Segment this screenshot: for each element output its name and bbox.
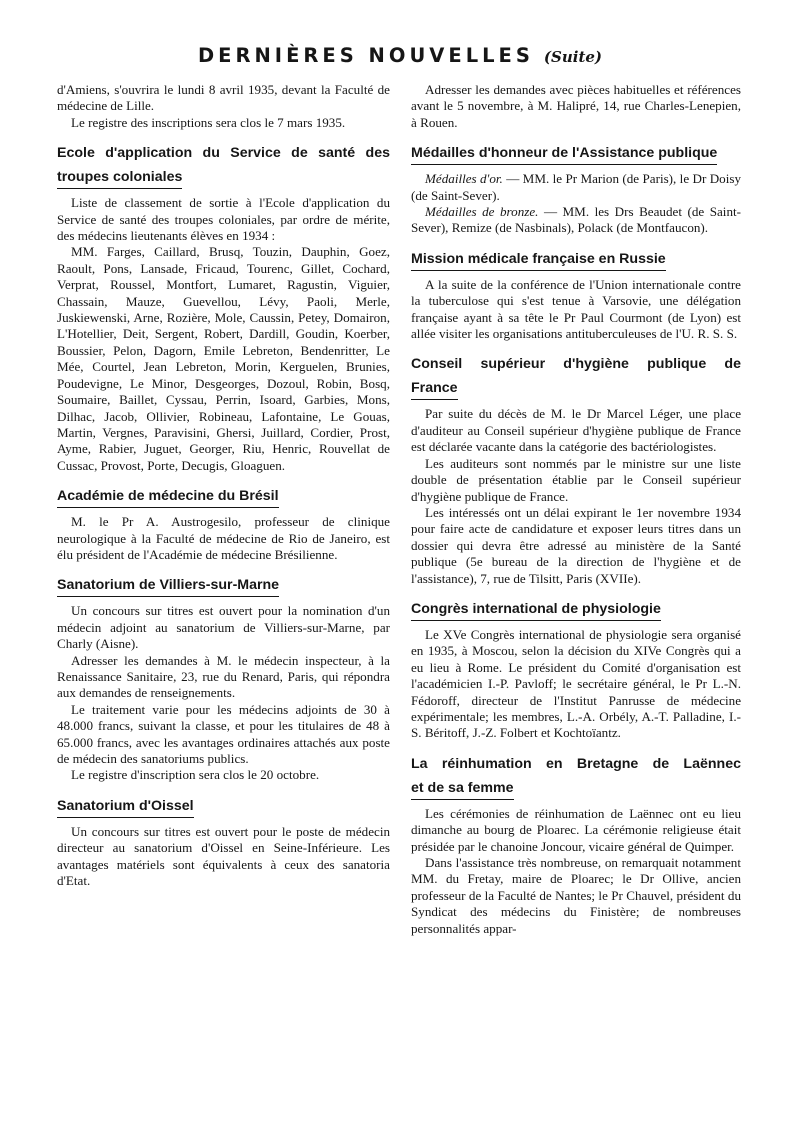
section-reinhumation-laennec xyxy=(411,755,741,803)
paragraph xyxy=(411,171,741,204)
intro-paragraph: Adresser les demandes avec pièces habituelles et références avant le 5 novembre, à M. Halipré, 14, rue Charles-Lenepien, à Rouen. xyxy=(411,82,741,130)
paragraph: Un concours sur titres est ouvert pour le poste de médecin directeur au sanatorium d'Oissel en Seine-Inférieure. Les avantages matériels sont équivalents à ceux des sanatoria d'Etat. xyxy=(57,823,390,889)
paragraph: M. le Pr A. Austrogesilo, professeur de clinique neurologique à la Faculté de médecine de Rio de Janeiro, est élu président de l'Académie de médecine Brésilienne. xyxy=(57,514,390,562)
section-heading: Conseil supérieur d'hygiène publique de xyxy=(411,356,741,373)
paragraph: Liste de classement de sortie à l'Ecole d'application du Service de santé des troupes coloniales, par ordre de mérite, des médecins lieutenants élèves en 1934 : xyxy=(57,195,390,244)
medal-text: — MM. les Drs Beaudet (de Saint-Sever), Remize (de Nasbinals), Polack (de Montfaucon). xyxy=(411,204,741,236)
section-mission-russie xyxy=(411,250,741,274)
paragraph: Les auditeurs sont nommés par le ministre sur une liste double de présentation établie par le Conseil supérieur d'hygiène publique de France. xyxy=(411,455,741,504)
section-sanatorium-villiers xyxy=(57,576,390,600)
medal-text: — MM. le Pr Marion (de Paris), le Dr Doisy (de Saint-Sever). xyxy=(411,171,741,203)
paragraph: Les intéressés ont un délai expirant le 1er novembre 1934 pour faire acte de candidature et exposer leurs titres dans un dossier qui devra être adressé au ministère de la Santé publique (5e bureau de la direction de l'hygiène et de l'assistance), 7, rue de Tilsitt, Paris (XVIIe). xyxy=(411,504,741,586)
right-column xyxy=(411,82,741,937)
paragraph: Le XVe Congrès international de physiologie sera organisé en 1935, à Moscou, selon la décision du XIVe Congrès qui a eu lieu à Rome. Le président du Comité d'organisation est l'académicien I.-P. Pavloff; le secrétaire général, le Pr L.-N. Fédoroff, directeur de l'Institut Panrusse de médecine expérimentale; les membres, L.-A. Orbély, A.-T. Palladine, I.-S. Béritoff, J.-Z. Folbert et Kochtoïantz. xyxy=(411,626,741,741)
section-conseil-hygiene xyxy=(411,355,741,403)
page-title: DERNIÈRES NOUVELLES xyxy=(197,44,534,67)
medal-label: Médailles d'or. xyxy=(425,171,503,187)
section-heading: Sanatorium d'Oissel xyxy=(57,797,194,818)
section-heading: Sanatorium de Villiers-sur-Marne xyxy=(57,576,279,597)
paragraph: Dans l'assistance très nombreuse, on remarquait notamment MM. du Fretay, maire de Ploarec; le Dr Ollive, ancien professeur de la Faculté de Nantes; le Pr Chauvel, président du Syndicat des médecins du Finistère; de nombreuses personnalités appar- xyxy=(411,855,741,936)
section-heading: Académie de médecine du Brésil xyxy=(57,487,279,508)
intro-paragraph: d'Amiens, s'ouvrira le lundi 8 avril 1935, devant la Faculté de médecine de Lille. xyxy=(57,82,390,114)
section-heading: Mission médicale française en Russie xyxy=(411,250,666,271)
section-heading: Ecole d'application du Service de santé des xyxy=(57,145,390,162)
left-column xyxy=(57,82,390,889)
paragraph: Le registre d'inscription sera clos le 20 octobre. xyxy=(71,767,320,783)
paragraph: MM. Farges, Caillard, Brusq, Touzin, Dauphin, Goez, Raoult, Pons, Lansade, Fricaud, Tourenc, Gillet, Cochard, Verprat, Roussel, Montfort, Lumaret, Ragustin, Viguier, Chassain, Mauze, Guevellou, Lévy, Paoli, Merle, Juskiewenski, Arne, Rozière, Mole, Caussin, Petey, Domairon, L'Hotellier, Deit, Sergent, Robert, Dardill, Goudin, Koerber, Boussier, Pelon, Dagorn, Emile Lebreton, Bendenritter, Le Mée, Courtel, Jean Lebreton, Morin, Kerguelen, Brunies, Poudevigne, Le Minor, Desgeorges, Dozoul, Robin, Bosq, Soumaire, Baillet, Cyssau, Perrin, Isoard, Garbies, Mons, Dilhac, Jacob, Ollivier, Robineau, Lafontaine, Le Gouas, Martin, Vergnes, Paravisini, Ghersi, Juillard, Cordier, Prost, Ayme, Rabier, Juguet, Georger, Riu, Henric, Rouvellat de Cussac, Provost, Porte, Decugis, Gloaguen. xyxy=(57,244,390,473)
section-academie-bresil xyxy=(57,487,390,511)
paragraph: Le traitement varie pour les médecins adjoints de 30 à 48.000 francs, suivant la classe, et pour les titulaires de 48 à 65.000 francs, avec les avantages ordinaires attachés aux poste de médecin des sanatoriums publics. xyxy=(57,701,390,766)
page-title-suite: (Suite) xyxy=(543,48,603,66)
page-header xyxy=(0,44,800,67)
section-congres-physiologie xyxy=(411,600,741,624)
paragraph xyxy=(411,204,741,237)
paragraph: A la suite de la conférence de l'Union internationale contre la tuberculose qui s'est tenue à Varsovie, une délégation française ayant à sa tête le Pr Paul Courmont (de Lyon) est allée visiter les organisations antituberculeuses de l'U. R. S. S. xyxy=(411,276,741,342)
paragraph: Les cérémonies de réinhumation de Laënnec ont eu lieu dimanche au bourg de Ploarec. La cérémonie religieuse était présidée par le chanoine Joncour, vicaire général de Quimper. xyxy=(411,805,741,854)
paragraph: Un concours sur titres est ouvert pour la nomination d'un médecin adjoint au sanatorium de Villiers-sur-Marne, par Charly (Aisne). xyxy=(57,603,390,652)
section-heading: troupes coloniales xyxy=(57,168,182,189)
section-heading: Congrès international de physiologie xyxy=(411,600,661,621)
paragraph: Par suite du décès de M. le Dr Marcel Léger, une place d'auditeur au Conseil supérieur d'hygiène publique de France est déclarée vacante dans la catégorie des bactériologistes. xyxy=(411,406,741,455)
section-sanatorium-oissel xyxy=(57,797,390,821)
section-heading: Médailles d'honneur de l'Assistance publique xyxy=(411,144,717,165)
section-medailles xyxy=(411,144,741,168)
intro-paragraph: Le registre des inscriptions sera clos le 7 mars 1935. xyxy=(71,114,346,130)
section-heading: et de sa femme xyxy=(411,779,514,800)
section-heading: La réinhumation en Bretagne de Laënnec xyxy=(411,755,741,772)
paragraph: Adresser les demandes à M. le médecin inspecteur, à la Renaissance Sanitaire, 23, rue du Renard, Paris, qui répondra aux demandes de renseignements. xyxy=(57,652,390,701)
section-ecole-application xyxy=(57,144,390,192)
medal-label: Médailles de bronze. xyxy=(425,204,539,220)
section-heading: France xyxy=(411,379,458,400)
